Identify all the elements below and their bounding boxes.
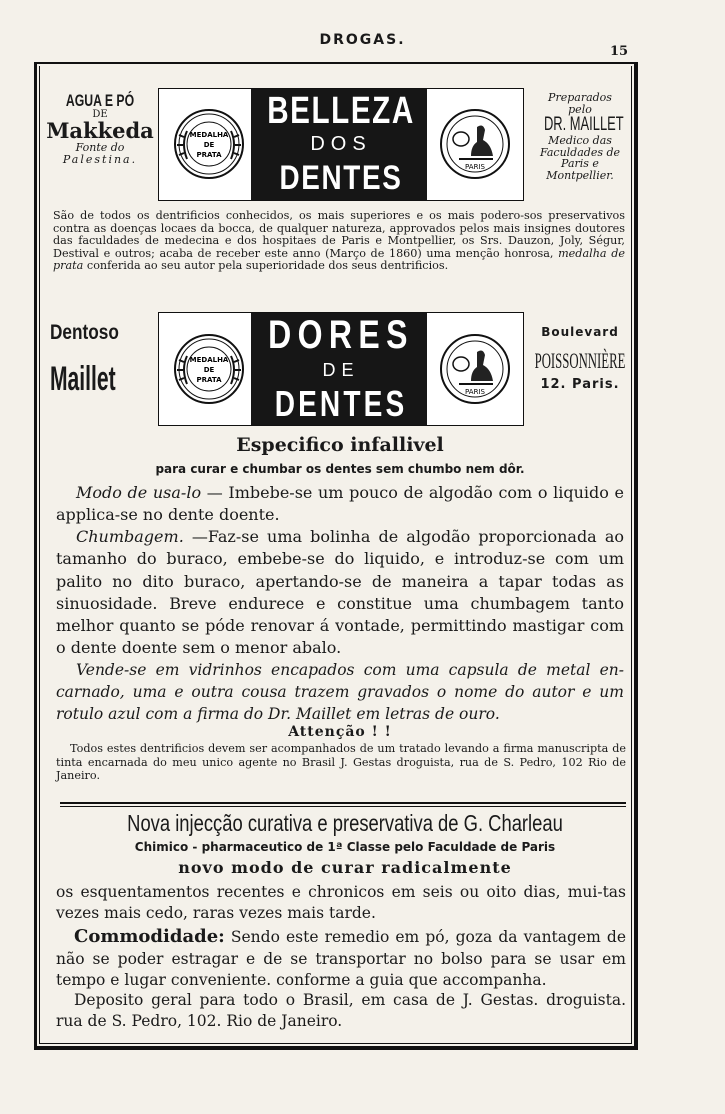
attention-text: Todos estes dentrificios devem ser acompanhados de um tratado levando a firma manuscripta de tinta encarnada do meu unico agente no Brasil J. Gestas droguista, rua de S. Pedro, 102 Rio de Janeiro.	[56, 742, 626, 782]
medal-top-text: MEDALHA	[189, 131, 229, 139]
dentoso-column	[50, 322, 160, 398]
belleza-body-main: São de todos os dentrificios conhecidos, os mais superiores e os mais podero-sos preservativos contra as doenças locaes da bocca, de qualquer natureza, approvados pelos mais insignes doutores das faculdades de medecina e dos hospitaes de Paris e Montpellier, os Srs. Dauzon, Joly, Ségur, Destival e outros; acaba de receber este anno (Março de 1860) uma menção honrosa,	[53, 209, 625, 260]
page-number: 15	[610, 44, 629, 59]
dores-word-1: DORES	[268, 313, 414, 357]
maillet-line-1: Preparados	[548, 91, 612, 104]
medal-mid-text: DE	[203, 141, 215, 149]
vende-paragraph	[56, 659, 624, 725]
paris-medal-text: PARIS	[465, 163, 485, 171]
poissonniere-word: POISSONNIÈRE	[534, 347, 626, 373]
dores-panel	[158, 312, 524, 426]
modo-text: — Imbebe-se um pouco de algodão com o liquido e applica-se no dente doente.	[56, 483, 625, 524]
paris-medal-icon	[433, 326, 517, 412]
attention-paragraph	[56, 742, 626, 783]
belleza-body-end: conferida ao seu autor pela superioridade dos seus dentrificios.	[86, 259, 449, 273]
maillet-line-2: pelo	[568, 102, 592, 116]
medal-top-text: MEDALHA	[189, 356, 229, 364]
dores-word-2: DE	[322, 360, 360, 380]
charleau-heading: novo modo de curar radicalmente	[178, 858, 512, 877]
dentoso-word: Dentoso	[50, 321, 119, 344]
commodidade-paragraph	[56, 926, 626, 992]
paris-address: 12. Paris.	[540, 376, 620, 392]
makkeda-line-2: DE	[92, 108, 108, 120]
modo-paragraph	[56, 482, 624, 526]
section-divider-thin	[60, 806, 626, 807]
belleza-word-3: DENTES	[279, 159, 403, 197]
medal-laurel-icon	[167, 101, 251, 187]
belleza-word-2: DOS	[310, 133, 372, 155]
maillet-line-7: Montpellier.	[546, 168, 614, 182]
deposito-text: Deposito geral para todo o Brasil, em casa de J. Gestas. droguista. rua de S. Pedro, 102. Rio de Janeiro.	[56, 991, 626, 1030]
chumbagem-paragraph	[56, 526, 624, 660]
paris-medal-text: PARIS	[465, 388, 485, 396]
page-header-title: DROGAS.	[319, 32, 406, 48]
charleau-text-1	[56, 882, 626, 924]
medal-bottom-text: PRATA	[196, 376, 222, 384]
chumbagem-text: —Faz-se uma bolinha de algodão proporcionada ao tamanho do buraco, embebe-se do liquido, e introduz-se com um palito no dito buraco, apertando-se de maneira a tapar todas as sinuosidade. Breve endurece e constitue uma chumbagem tanto melhor quanto se póde renovar á vontade, permittindo mastigar com o dente doente sem o menor abalo.	[56, 527, 624, 658]
commodidade-label: Commodidade:	[74, 926, 225, 947]
maillet-column	[527, 92, 633, 181]
maillet-name: DR. MAILLET	[543, 114, 624, 136]
attention-heading: Attenção ! !	[288, 724, 392, 740]
charleau-title: Nova injecção curativa e preservativa de G. Charleau	[127, 810, 563, 836]
especifico-heading: Especifico infallivel	[236, 434, 444, 456]
belleza-panel	[158, 88, 524, 201]
medal-bottom-text: PRATA	[196, 151, 222, 159]
maillet-word: Maillet	[50, 360, 116, 399]
maillet-line-6: Paris e	[561, 157, 599, 171]
vende-text: Vende-se em vidrinhos encapados com uma capsula de metal en-carnado, uma e outra cousa trazem gravados o nome do autor e um rotulo azul com a firma do Dr. Maillet em letras de ouro.	[56, 661, 624, 723]
deposito-paragraph	[56, 990, 626, 1032]
belleza-body-italic: medalha de prata	[53, 246, 625, 273]
maillet-line-4: Medico das	[548, 134, 612, 148]
maillet-line-5: Faculdades de	[539, 145, 621, 159]
modo-label: Modo de usa-lo	[76, 483, 202, 502]
makkeda-name: Makkeda	[46, 118, 154, 144]
makkeda-line-4: Fonte do	[75, 141, 125, 155]
boulevard-word: Boulevard	[541, 325, 619, 339]
charleau-subtitle: Chimico - pharmaceutico de 1ª Classe pelo Faculdade de Paris	[134, 840, 556, 854]
medal-laurel-icon	[167, 326, 251, 412]
charleau-text-1-content: os esquentamentos recentes e chronicos em seis ou oito dias, mui-tas vezes mais cedo, raras vezes mais tarde.	[56, 883, 626, 922]
especifico-subheading: para curar e chumbar os dentes sem chumbo nem dôr.	[155, 462, 525, 476]
belleza-body-text	[53, 210, 625, 273]
section-divider	[60, 802, 626, 804]
commodidade-text: Sendo este remedio em pó, goza da vantagem de não se poder estragar e de se transportar no bolso para se usar em tempo e lugar conveniente. conforme a guia que accompanha.	[56, 928, 626, 989]
medal-mid-text: DE	[203, 366, 215, 374]
paris-medal-icon	[433, 101, 517, 187]
belleza-word-1: BELLEZA	[267, 90, 415, 132]
makkeda-line-1: AGUA E PÓ	[65, 91, 135, 110]
boulevard-column	[526, 326, 634, 391]
makkeda-column	[44, 92, 156, 165]
chumbagem-label: Chumbagem.	[76, 527, 184, 546]
makkeda-line-5: Palestina.	[62, 152, 138, 166]
dores-word-3: DENTES	[274, 383, 408, 424]
